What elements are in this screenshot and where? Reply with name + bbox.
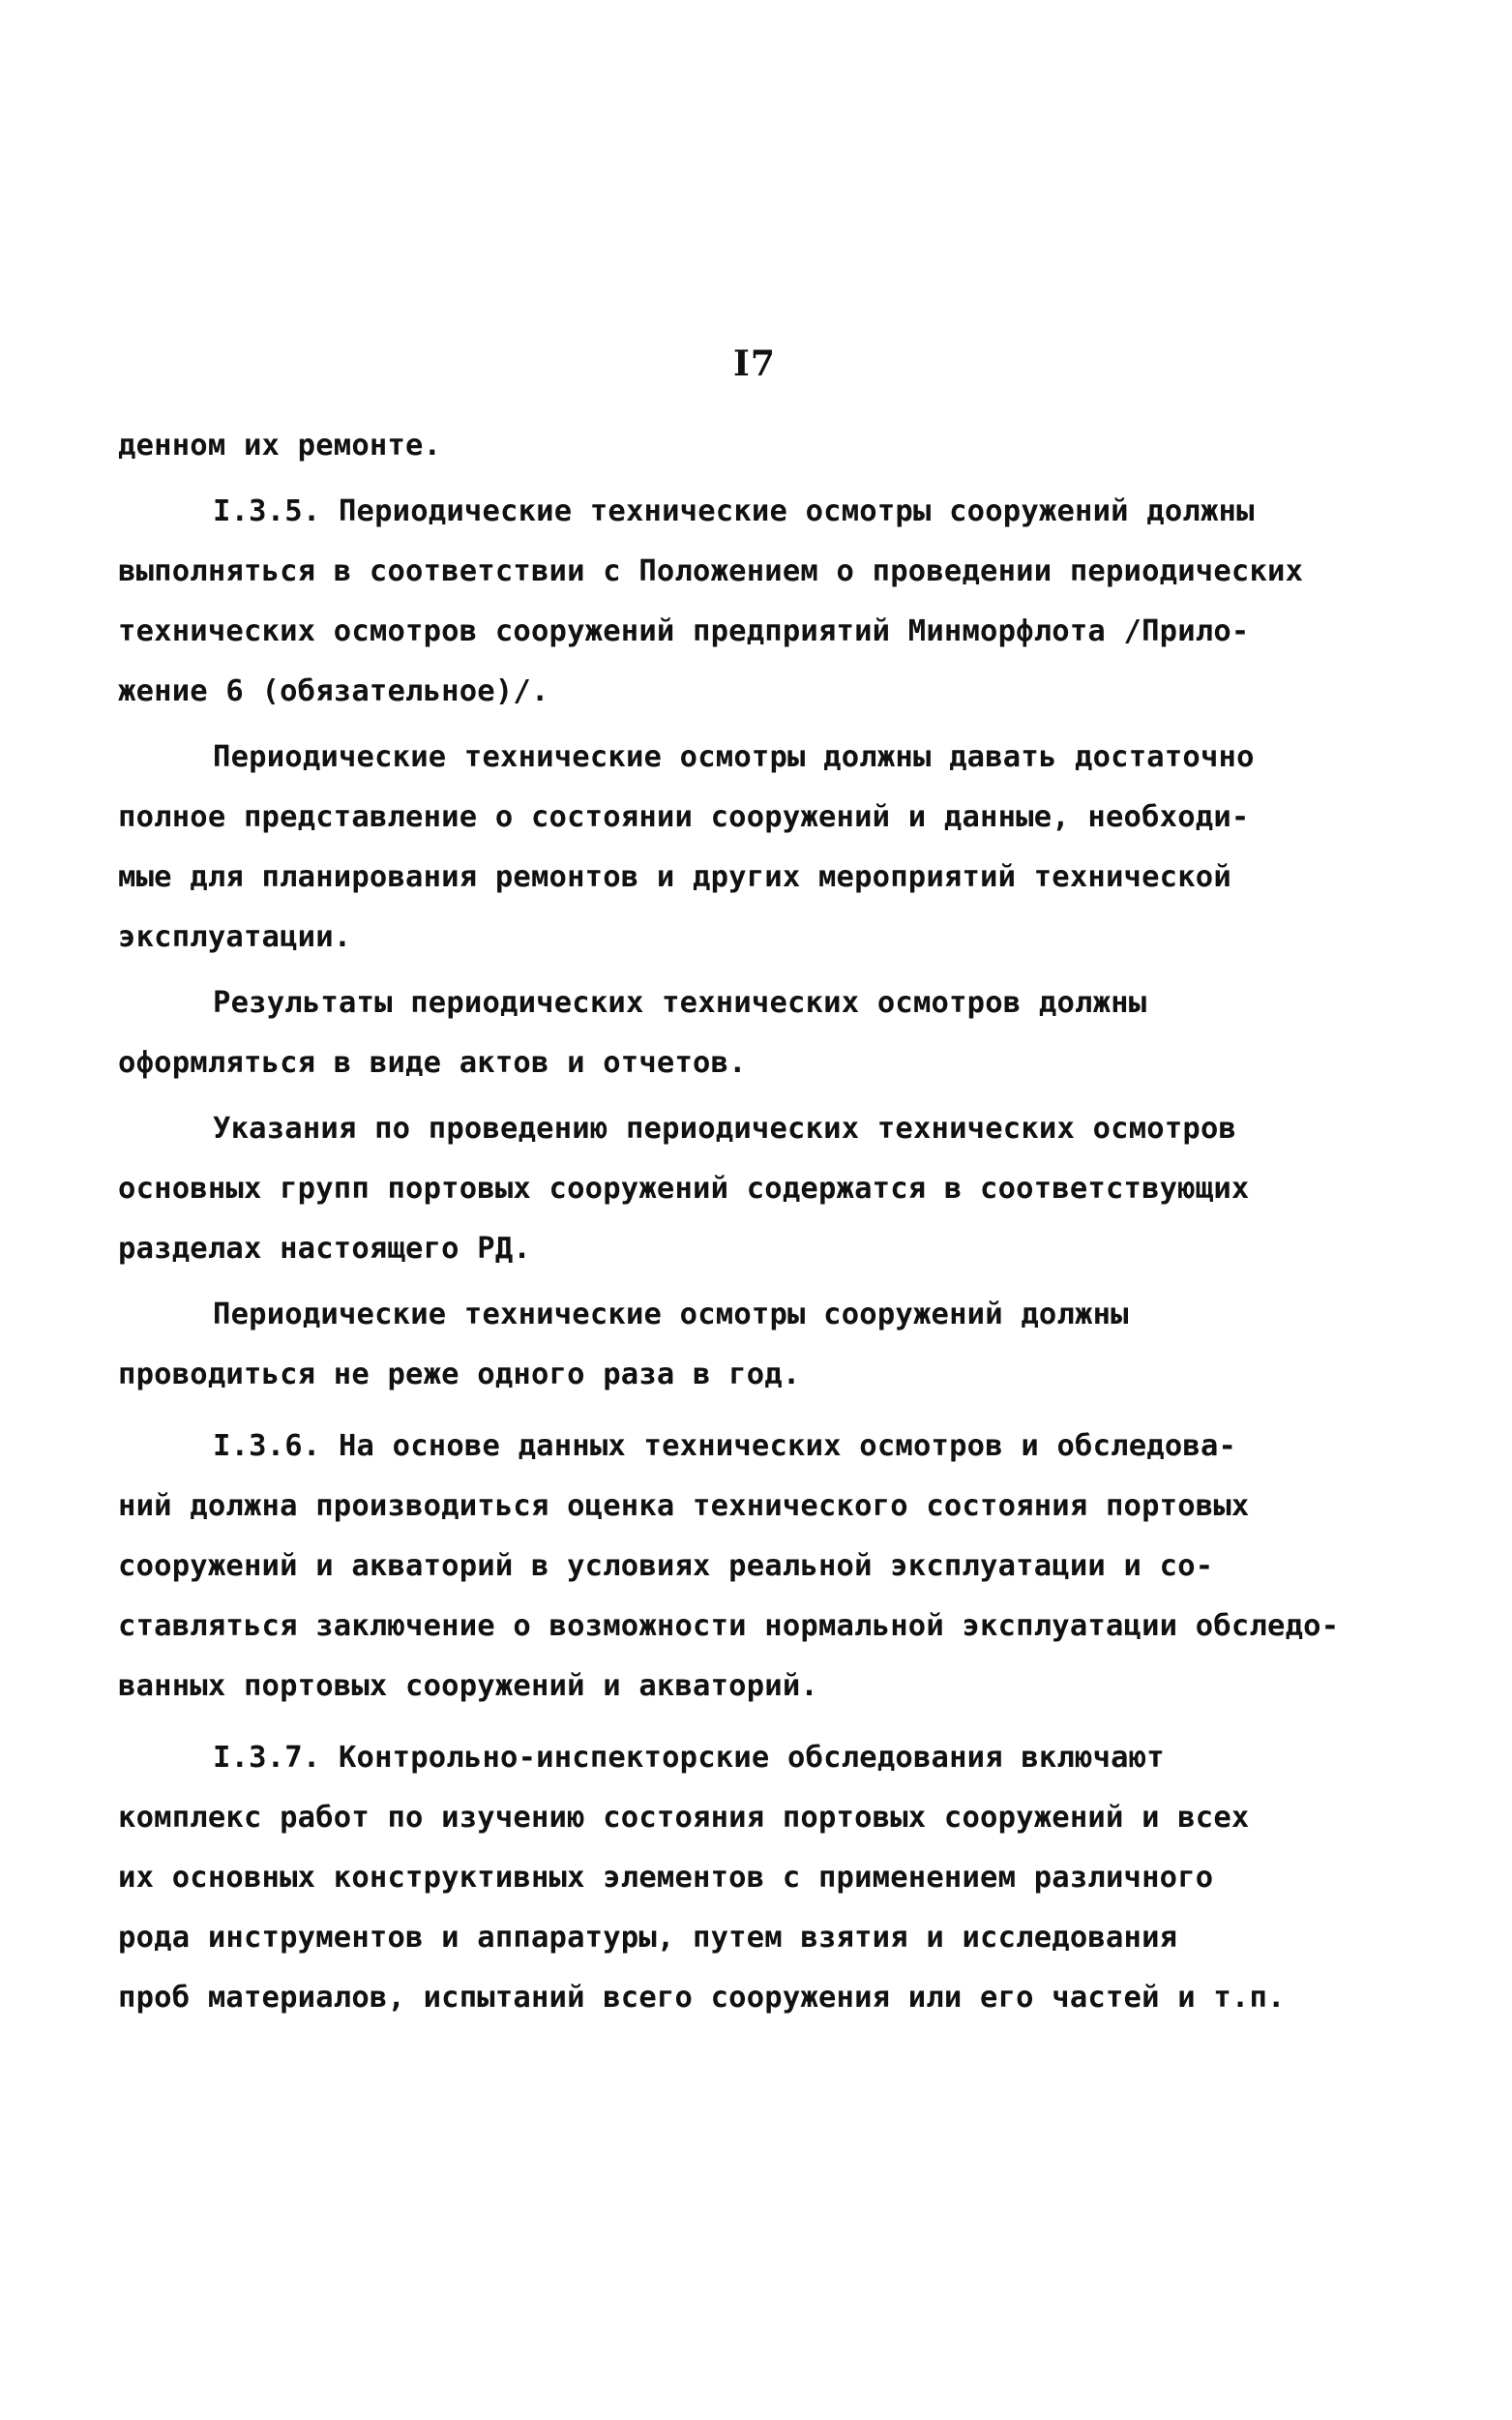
- paragraph-1-3-7-line: I.3.7. Контрольно-инспекторские обследования включают: [213, 1741, 1165, 1775]
- text-line: оформляться в виде актов и отчетов.: [118, 1046, 747, 1080]
- paragraph-1-3-6-line: I.3.6. На основе данных технических осмотров и обследова-: [213, 1429, 1237, 1463]
- text-line: Периодические технические осмотры сооружений должны: [213, 1298, 1129, 1331]
- text-line: рода инструментов и аппаратуры, путем взятия и исследования: [118, 1921, 1178, 1955]
- text-line: Периодические технические осмотры должны давать достаточно: [213, 740, 1255, 774]
- text-line: ванных портовых сооружений и акваторий.: [118, 1669, 818, 1703]
- text-line: выполняться в соответствии с Положением о проведении периодических: [118, 554, 1304, 588]
- text-line: денном их ремонте.: [118, 429, 442, 463]
- text-line: проводиться не реже одного раза в год.: [118, 1358, 801, 1391]
- text-line: ний должна производиться оценка технического состояния портовых: [118, 1489, 1250, 1523]
- text-line: жение 6 (обязательное)/.: [118, 674, 549, 708]
- text-line: ставляться заключение о возможности нормальной эксплуатации обследо-: [118, 1609, 1340, 1643]
- body-text: [118, 416, 1414, 2028]
- text-line: Указания по проведению периодических технических осмотров: [213, 1112, 1237, 1146]
- text-line: сооружений и акваторий в условиях реальной эксплуатации и со-: [118, 1549, 1214, 1583]
- text-line: эксплуатации.: [118, 920, 352, 954]
- text-line: их основных конструктивных элементов с применением различного: [118, 1861, 1214, 1895]
- page-number: I7: [733, 344, 776, 384]
- text-line: Результаты периодических технических осмотров должны: [213, 986, 1147, 1020]
- text-line: разделах настоящего РД.: [118, 1232, 531, 1266]
- paragraph-1-3-5-line: I.3.5. Периодические технические осмотры сооружений должны: [213, 494, 1255, 528]
- text-line: полное представление о состоянии сооружений и данные, необходи-: [118, 800, 1250, 834]
- text-line: комплекс работ по изучению состояния портовых сооружений и всех: [118, 1801, 1250, 1835]
- text-line: основных групп портовых сооружений содержатся в соответствующих: [118, 1172, 1250, 1206]
- text-line: проб материалов, испытаний всего сооружения или его частей и т.п.: [118, 1981, 1286, 2015]
- text-line: мые для планирования ремонтов и других мероприятий технической: [118, 860, 1231, 894]
- text-line: технических осмотров сооружений предприятий Минморфлота /Прило-: [118, 614, 1250, 648]
